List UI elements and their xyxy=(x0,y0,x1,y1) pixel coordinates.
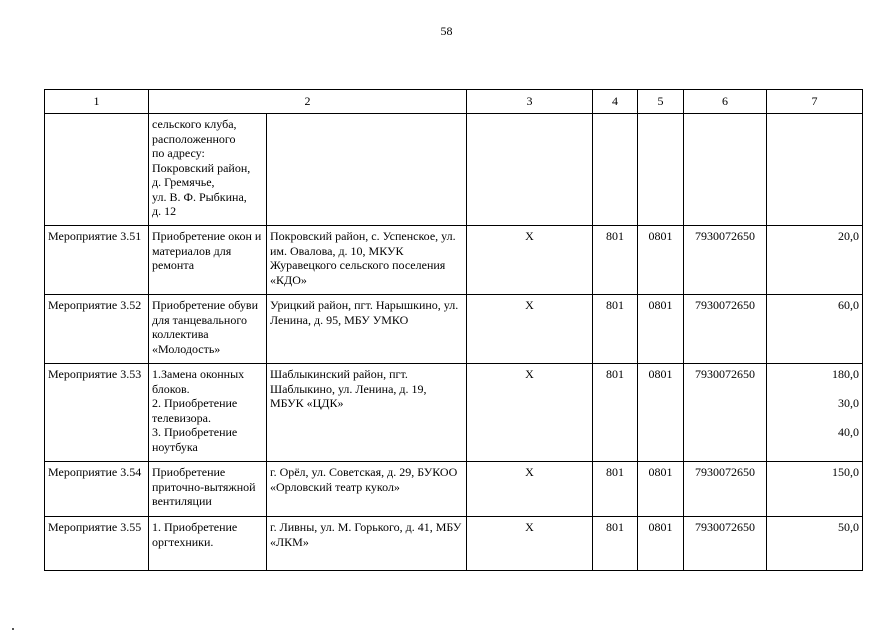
cell-col4: 801 xyxy=(593,295,638,364)
table-row xyxy=(45,517,863,571)
name-line: по адресу: xyxy=(152,146,205,160)
amount-value: 40,0 xyxy=(838,425,859,439)
cell-recipient: Шаблыкинский район, пгт. Шаблыкино, ул. Ленина, д. 19, МБУК «ЦДК» xyxy=(267,364,467,462)
cell-id xyxy=(45,114,149,226)
cell-col4 xyxy=(593,114,638,226)
cell-col6: 7930072650 xyxy=(684,295,767,364)
cell-id: Мероприятие 3.55 xyxy=(45,517,149,571)
cell-col4: 801 xyxy=(593,364,638,462)
name-line: ул. В. Ф. Рыбкина, xyxy=(152,189,247,204)
amount-value: 50,0 xyxy=(838,520,859,534)
cell-col5: 0801 xyxy=(638,364,684,462)
amount-value: 60,0 xyxy=(838,298,859,312)
header-col-2: 2 xyxy=(149,90,467,114)
cell-id: Мероприятие 3.53 xyxy=(45,364,149,462)
name-line: 1.Замена оконных блоков. xyxy=(152,367,245,396)
name-line: 2. Приобретение телевизора. xyxy=(152,396,238,425)
budget-table xyxy=(44,89,863,571)
cell-col5: 0801 xyxy=(638,462,684,517)
cell-col4: 801 xyxy=(593,517,638,571)
name-line: д. Гремячье, xyxy=(152,175,215,189)
cell-col3: X xyxy=(467,295,593,364)
cell-amount xyxy=(767,462,863,517)
table-row xyxy=(45,462,863,517)
cell-col6: 7930072650 xyxy=(684,462,767,517)
header-col-3: 3 xyxy=(467,90,593,114)
cell-name: 1. Приобретение оргтехники. xyxy=(149,517,267,571)
cell-col5: 0801 xyxy=(638,517,684,571)
cell-amount xyxy=(767,114,863,226)
cell-col3: X xyxy=(467,462,593,517)
cell-name: Приобретение обуви для танцевального коллектива «Молодость» xyxy=(149,295,267,364)
cell-name xyxy=(149,114,267,226)
cell-recipient: Урицкий район, пгт. Нарышкино, ул. Ленина, д. 95, МБУ УМКО xyxy=(267,295,467,364)
header-col-1: 1 xyxy=(45,90,149,114)
table-row xyxy=(45,364,863,462)
page-number: 58 xyxy=(440,24,453,38)
name-line: д. 12 xyxy=(152,204,177,218)
header-col-6: 6 xyxy=(684,90,767,114)
cell-recipient: г. Орёл, ул. Советская, д. 29, БУКОО «Орловский театр кукол» xyxy=(267,462,467,517)
name-line: сельского клуба, xyxy=(152,117,237,131)
name-line: расположенного xyxy=(152,131,236,146)
header-col-5: 5 xyxy=(638,90,684,114)
amount-value: 180,0 xyxy=(832,367,859,381)
table-row xyxy=(45,295,863,364)
name-line: Покровский район, xyxy=(152,160,251,175)
cell-col5 xyxy=(638,114,684,226)
cell-id: Мероприятие 3.52 xyxy=(45,295,149,364)
cell-col3: X xyxy=(467,226,593,295)
cell-id: Мероприятие 3.51 xyxy=(45,226,149,295)
cell-recipient: Покровский район, с. Успенское, ул. им. Овалова, д. 10, МКУК Журавецкого сельского поселения «КДО» xyxy=(267,226,467,295)
cell-recipient: г. Ливны, ул. М. Горького, д. 41, МБУ «ЛКМ» xyxy=(267,517,467,571)
amount-value: 30,0 xyxy=(838,396,859,410)
cell-amount xyxy=(767,517,863,571)
amount-value: 20,0 xyxy=(838,229,859,243)
cell-amount xyxy=(767,295,863,364)
cell-col6: 7930072650 xyxy=(684,226,767,295)
header-col-7: 7 xyxy=(767,90,863,114)
cell-col6: 7930072650 xyxy=(684,364,767,462)
header-row xyxy=(45,90,863,114)
cell-name: Приобретение приточно-вытяжной вентиляции xyxy=(149,462,267,517)
cell-col4: 801 xyxy=(593,462,638,517)
header-col-4: 4 xyxy=(593,90,638,114)
cell-amount xyxy=(767,364,863,462)
scan-speck xyxy=(12,628,14,630)
cell-recipient xyxy=(267,114,467,226)
cell-col3 xyxy=(467,114,593,226)
cell-col4: 801 xyxy=(593,226,638,295)
cell-col5: 0801 xyxy=(638,295,684,364)
cell-col5: 0801 xyxy=(638,226,684,295)
amount-value: 150,0 xyxy=(832,465,859,479)
cell-amount xyxy=(767,226,863,295)
cell-name xyxy=(149,364,267,462)
cell-col3: X xyxy=(467,517,593,571)
name-line: 3. Приобретение ноутбука xyxy=(152,425,238,454)
table-row xyxy=(45,226,863,295)
table-row xyxy=(45,114,863,226)
cell-col6: 7930072650 xyxy=(684,517,767,571)
cell-col6 xyxy=(684,114,767,226)
cell-id: Мероприятие 3.54 xyxy=(45,462,149,517)
cell-name: Приобретение окон и материалов для ремонта xyxy=(149,226,267,295)
cell-col3: X xyxy=(467,364,593,462)
